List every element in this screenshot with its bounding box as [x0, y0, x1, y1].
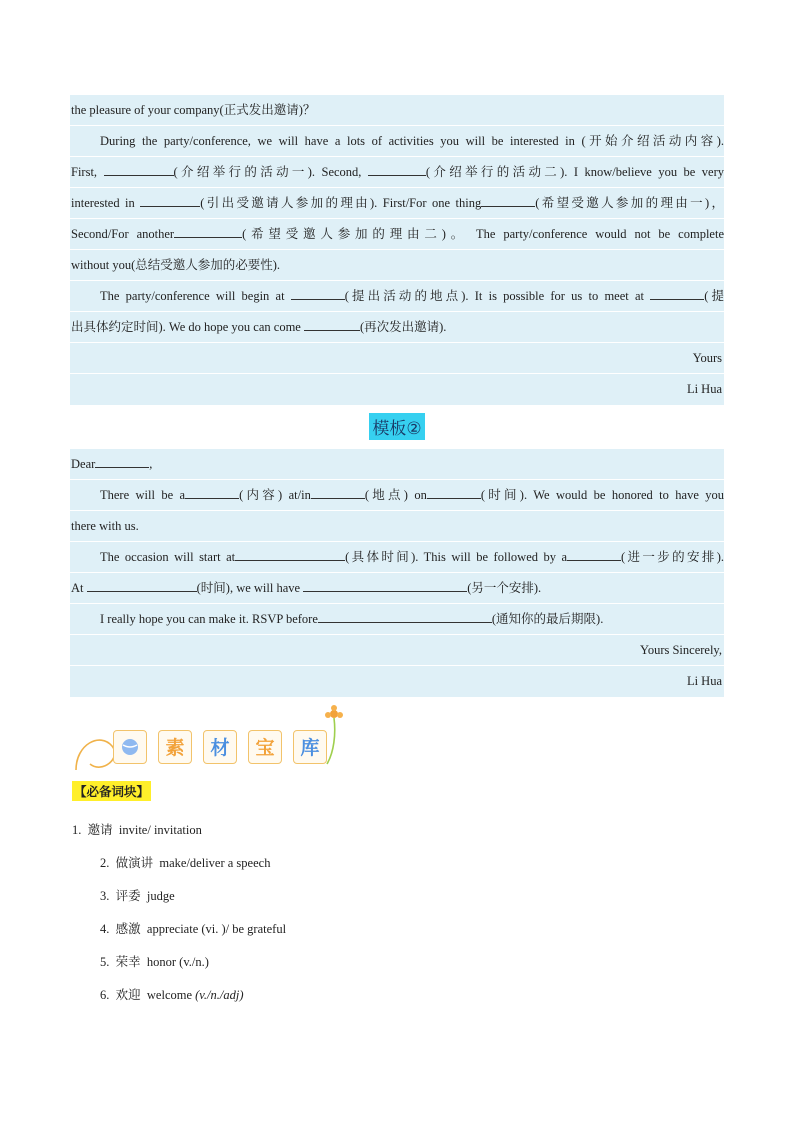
template-1-signature: Li Hua	[686, 382, 722, 396]
template-2-heading: 模板②	[0, 413, 794, 440]
vocab-item-2: 2. 做演讲 make/deliver a speech	[100, 856, 271, 870]
template-2-signoff: Yours Sincerely,	[70, 635, 724, 666]
banner-tile-4: 库	[293, 730, 327, 764]
vocab-item-6: 6. 欢迎 welcome (v./n./adj)	[100, 988, 244, 1002]
template-1-line-7: The party/conference will begin at (提出活动的地点). It is possible for us to meet at (提	[70, 281, 724, 312]
template-1-line-4: interested in (引出受邀请人参加的理由). First/For one thing (希望受邀人参加的理由一)，	[70, 188, 724, 219]
template-2-line-3: The occasion will start at (具体时间). This will be followed by a (进一步的安排).	[70, 542, 724, 573]
section-tag: 【必备词块】	[72, 781, 151, 801]
ball-icon	[120, 737, 140, 757]
banner-tile-3: 宝	[248, 730, 282, 764]
template-2-line-1: There will be a (内容) at/in (地点) on (时间). We would be honored to have you	[70, 480, 724, 511]
banner-swirl-line	[76, 740, 115, 770]
banner-tile-1: 素	[158, 730, 192, 764]
vocab-item-1: 1. 邀请 invite/ invitation	[72, 823, 202, 837]
ball-tile	[113, 730, 147, 764]
template-2-signature: Li Hua	[686, 674, 722, 688]
template-2-line-5: I really hope you can make it. RSVP before (通知你的最后期限).	[70, 604, 724, 635]
vocab-item-4: 4. 感激 appreciate (vi. )/ be grateful	[100, 922, 287, 936]
template-2-line-4: At (时间), we will have (另一个安排).	[70, 573, 724, 604]
template-2-line-2: there with us.	[70, 511, 724, 542]
vocab-item-3: 3. 评委 judge	[100, 889, 175, 903]
flower-icon	[325, 705, 343, 718]
vocab-item-5: 5. 荣幸 honor (v./n.)	[100, 955, 209, 969]
template-1-line-3: First, (介绍举行的活动一). Second, (介绍举行的活动二). I know/believe you be very	[70, 157, 724, 188]
template-1-line-2: During the party/conference, we will have a lots of activities you will be interested in (开始介绍活动内容).	[70, 126, 724, 157]
banner-stem-line	[327, 718, 335, 764]
template-1-block	[70, 95, 724, 405]
template-1-line-8: 出具体约定时间). We do hope you can come (再次发出邀请).	[70, 312, 724, 343]
template-1-signoff: Yours	[70, 343, 724, 374]
banner-tile-2: 材	[203, 730, 237, 764]
template-1-line-6: without you(总结受邀人参加的必要性).	[70, 250, 724, 281]
template-2-greeting: Dear ,	[70, 449, 724, 480]
template-1-line-1: the pleasure of your company(正式发出邀请)？	[70, 95, 724, 126]
template-2-block	[70, 449, 724, 697]
template-1-line-5: Second/For another (希望受邀人参加的理由二)。 The party/conference would not be complete	[70, 219, 724, 250]
